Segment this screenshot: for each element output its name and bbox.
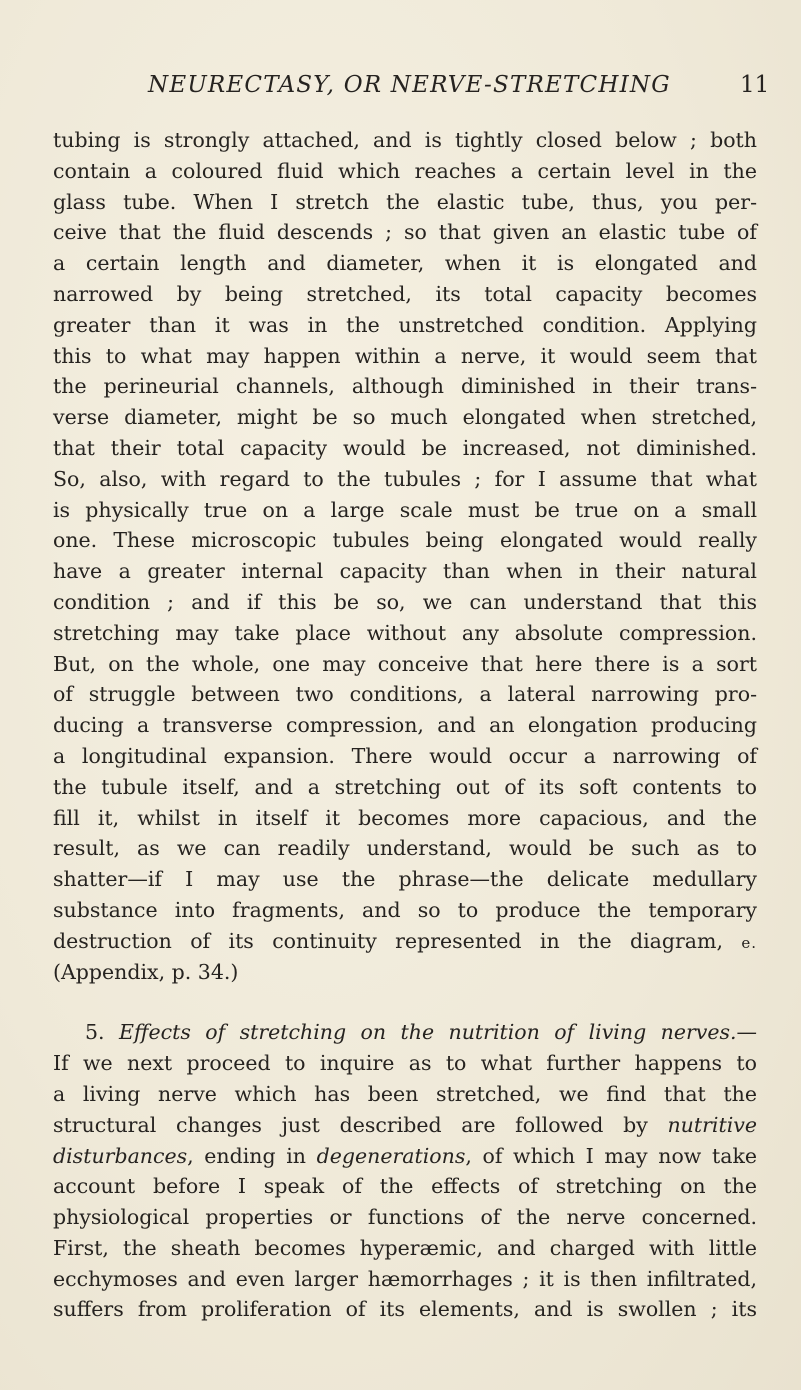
page-header (0, 72, 801, 112)
text-line: verse diameter, might be so much elongated when stretched, (53, 405, 757, 430)
text-line: shatter—if I may use the phrase—the delicate medullary (53, 867, 757, 892)
text-line: substance into fragments, and so to produce the temporary (53, 897, 757, 922)
text-line: a longitudinal expansion. There would occur a narrowing of (53, 743, 757, 768)
text-line: the perineurial channels, although diminished in their trans- (53, 374, 757, 399)
text-line: stretching may take place without any absolute compression. (53, 620, 757, 645)
text-run: — (736, 1020, 757, 1045)
text-line: ducing a transverse compression, and an elongation producing (53, 713, 757, 738)
text-line: is physically true on a large scale must be true on a small (53, 497, 757, 522)
text-line: narrowed by being stretched, its total capacity becomes (53, 281, 757, 306)
paragraph-continuation (53, 125, 757, 987)
text-line: a certain length and diameter, when it is elongated and (53, 251, 757, 276)
text-line: suffers from proliferation of its elements, and is swollen ; its (53, 1297, 757, 1322)
text-line: glass tube. When I stretch the elastic tube, thus, you per- (53, 189, 757, 214)
diagram-reference: e. (741, 933, 757, 952)
emphasis: degenerations (316, 1143, 466, 1168)
text-run: destruction of its continuity represented in the diagram, (53, 928, 742, 953)
emphasis: nutritive (667, 1112, 757, 1137)
text-line: a living nerve which has been stretched, we find that the (53, 1081, 757, 1106)
text-line: (Appendix, p. 34.) (53, 959, 239, 984)
text-line: ceive that the fluid descends ; so that given an elastic tube of (53, 220, 757, 245)
page-number: 11 (740, 72, 770, 98)
text-line: ecchymoses and even larger hæmorrhages ; it is then infiltrated, (53, 1266, 757, 1291)
text-line: this to what may happen within a nerve, it would seem that (53, 343, 757, 368)
text-line: But, on the whole, one may conceive that here there is a sort (53, 651, 757, 676)
text-run: , of which I may now take (465, 1143, 757, 1168)
text-line: the tubule itself, and a stretching out of its soft contents to (53, 774, 757, 799)
text-line: fill it, whilst in itself it becomes more capacious, and the (53, 805, 757, 830)
emphasis: disturbances (53, 1143, 188, 1168)
text-line: So, also, with regard to the tubules ; for I assume that what (53, 466, 757, 491)
text-line: First, the sheath becomes hyperæmic, and charged with little (53, 1235, 757, 1260)
text-run: , ending in (187, 1143, 317, 1168)
body-text (53, 125, 757, 1325)
text-line: that their total capacity would be increased, not diminished. (53, 435, 757, 460)
section-heading: Effects of stretching on the nutrition of living nerves. (118, 1020, 737, 1045)
text-line (53, 1110, 757, 1141)
text-line (53, 1141, 757, 1172)
text-line: account before I speak of the effects of stretching on the (53, 1174, 757, 1199)
text-line: result, as we can readily understand, would be such as to (53, 836, 757, 861)
text-line (53, 926, 757, 957)
text-line: If we next proceed to inquire as to what further happens to (53, 1051, 757, 1076)
text-line: greater than it was in the unstretched condition. Applying (53, 312, 757, 337)
text-line: tubing is strongly attached, and is tightly closed below ; both (53, 128, 757, 152)
section-number: 5. (85, 1020, 119, 1045)
paragraph-gap (53, 987, 757, 1017)
text-line: one. These microscopic tubules being elongated would really (53, 528, 757, 553)
section-heading-line (53, 1017, 757, 1048)
text-line: physiological properties or functions of the nerve concerned. (53, 1205, 757, 1230)
text-line: condition ; and if this be so, we can understand that this (53, 589, 757, 614)
text-line: contain a coloured fluid which reaches a certain level in the (53, 158, 757, 183)
section-5-paragraph (53, 1017, 757, 1325)
text-line: have a greater internal capacity than when in their natural (53, 559, 757, 584)
running-title: NEURECTASY, OR NERVE-STRETCHING (148, 72, 671, 98)
text-run: structural changes just described are followed by (53, 1112, 668, 1137)
text-line: of struggle between two conditions, a lateral narrowing pro- (53, 682, 757, 707)
